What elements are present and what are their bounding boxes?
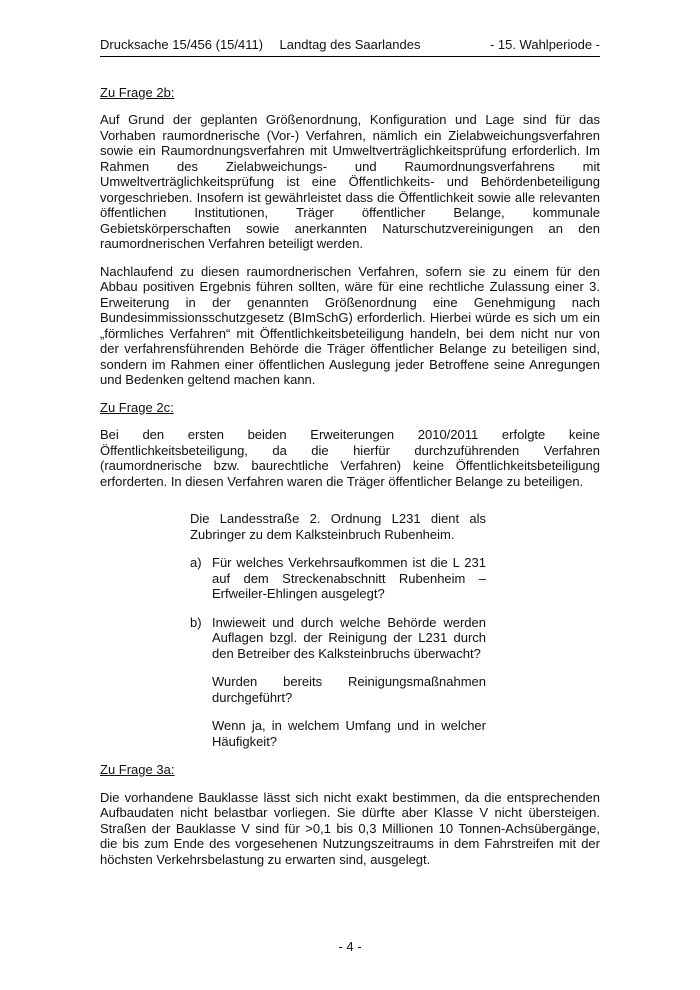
quoted-question-block: [190, 511, 486, 749]
heading-frage-2c: Zu Frage 2c:: [100, 399, 174, 415]
paragraph-frage-2c-1: Bei den ersten beiden Erweiterungen 2010/2011 erfolgte keine Öffentlichkeitsbeteiligung, da die hierfür durchzuführenden Verfahren (raumordnerische bzw. baurechtliche Verfahren) keine Öffentlichkeitsbeteiligung erforderten. In diesen Verfahren waren die Träger öffentlicher Belange zu beteiligen.: [100, 427, 600, 489]
page-number: - 4 -: [338, 938, 362, 954]
question-item-a-text: Für welches Verkehrsaufkommen ist die L 231 auf dem Streckenabschnitt Rubenheim – Erfweiler-Ehlingen ausgelegt?: [212, 555, 486, 601]
heading-frage-3a: Zu Frage 3a:: [100, 762, 175, 777]
paragraph-frage-2b-2: Nachlaufend zu diesen raumordnerischen Verfahren, sofern sie zu einem für den Abbau positiven Ergebnis führen sollten, wäre für eine rechtliche Zulassung einer 3. Erweiterung in der genannten Größenordnung eine Genehmigung nach Bundesimmissionsschutzgesetz (BImSchG) erforderlich. Hierbei würde es sich um ein „förmliches Verfahren“ mit Öffentlichkeitsbeteiligung handeln, bei dem nicht nur von der verfahrensführenden Behörde die Träger öffentlicher Belange zu beteiligen sind, sondern im Rahmen einer öffentlichen Auslegung jeder Betroffene seine Anregungen und Bedenken geltend machen kann.: [100, 263, 600, 387]
header-institution: Landtag des Saarlandes: [279, 37, 421, 52]
heading-frage-2b: Zu Frage 2b:: [100, 84, 175, 100]
paragraph-frage-3a-1: Die vorhandene Bauklasse lässt sich nicht exakt bestimmen, da die entsprechenden Aufbaudaten nicht belastbar vorliegen. Sie dürfte aber Klasse V nicht übersteigen. Straßen der Bauklasse V sind für >0,1 bis 0,3 Millionen 10 Tonnen-Achsübergänge, die bis zum Ende des vorgesehenen Nutzungszeitraums in dem Fahrstreifen mit der höchsten Verkehrsbelastung zu erwarten sind, ausgelegt.: [100, 789, 600, 867]
question-item-a-label: a): [190, 555, 202, 570]
question-item-a: [190, 555, 486, 602]
document-header: [100, 37, 600, 57]
question-followup-1: Wurden bereits Reinigungsmaßnahmen durchgeführt?: [212, 674, 486, 705]
question-followup-2: Wenn ja, in welchem Umfang und in welcher Häufigkeit?: [212, 718, 486, 749]
header-legislative-period: - 15. Wahlperiode -: [489, 37, 601, 52]
paragraph-frage-2b-1: Auf Grund der geplanten Größenordnung, Konfiguration und Lage sind für das Vorhaben raumordnerische (Vor-) Verfahren, nämlich ein Zielabweichungsverfahren sowie ein Raumordnungsverfahren mit Umweltverträglichkeitsprüfung erforderlich. Im Rahmen des Zielabweichungs- und Raumordnungsverfahrens mit Umweltverträglichkeitsprüfung ist eine Öffentlichkeits- und Behördenbeteiligung vorgeschrieben. Insofern ist gewährleistet dass die Öffentlichkeit sowie alle relevanten öffentlichen Institutionen, Träger öffentlicher Belange, kommunale Gebietskörperschaften sowie anerkannten Naturschutzvereinigungen an den raumordnerischen Verfahren beteiligt werden.: [100, 112, 600, 251]
question-item-b: [190, 615, 486, 662]
question-item-b-text: Inwieweit und durch welche Behörde werden Auflagen bzgl. der Reinigung der L231 durch den Betreiber des Kalksteinbruchs überwacht?: [212, 614, 486, 661]
quote-intro: Die Landesstraße 2. Ordnung L231 dient als Zubringer zu dem Kalksteinbruch Rubenheim.: [190, 511, 486, 542]
header-document-number: Drucksache 15/456 (15/411): [100, 37, 264, 52]
question-item-b-label: b): [190, 614, 202, 630]
